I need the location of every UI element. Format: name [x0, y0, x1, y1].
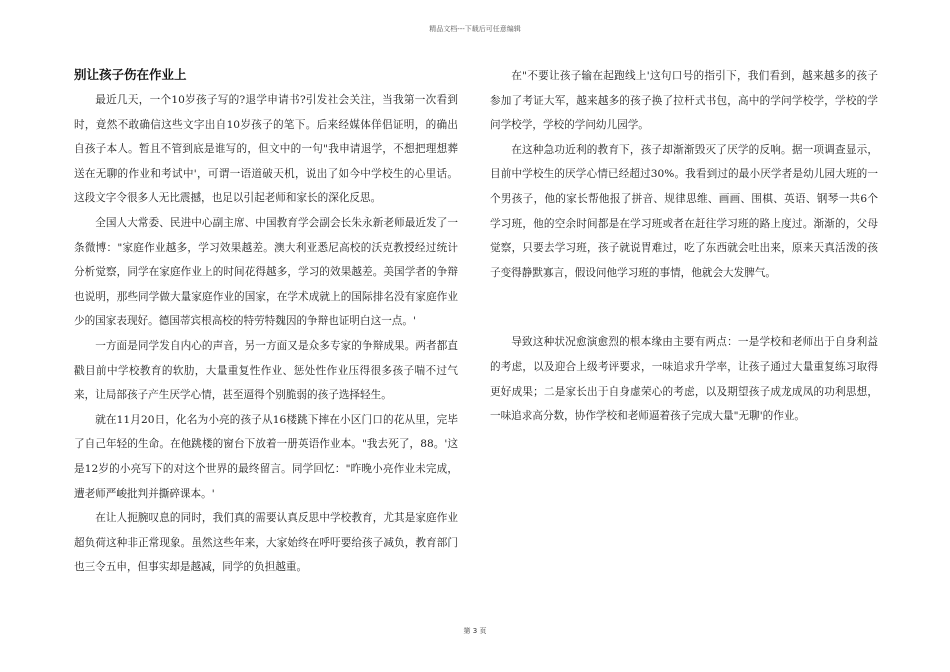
page-header: 精品文档---下载后可任意编辑 — [429, 25, 521, 33]
article-title: 别让孩子伤在作业上 — [74, 67, 187, 82]
paragraph: 在这种急功近利的教育下，孩子却渐渐毁灭了厌学的反响。据一项调查显示，目前中学校生的厌学心情已经超过30%。我看到过的最小厌学者是幼儿园大班的一个男孩子，他的家长帮他报了拼音、规律思维、画画、围棋、英语、钢琴一共6个学习班，他的空余时间都是在学习班或者在赶往学习班的路上度过。渐渐的，父母觉察，只要去学习班，孩子就说胃难过，吃了东西就会吐出来，原来天真活泼的孩子变得静默寡言，假设问他学习班的事情，他就会大发脾气。 — [490, 143, 878, 279]
paragraph: 导致这种状况愈演愈烈的根本缘由主要有两点：一是学校和老师出于自身利益的考虑，以及迎合上级考评要求，一味追求升学率，让孩子通过大量重复练习取得更好成果；二是家长出于自身虚荣心的考虑，以及期望孩子成龙成凤的功利思想，一味追求高分数，协作学校和老师逼着孩子完成大量"无聊'的作业。 — [490, 336, 878, 423]
right-column — [490, 64, 878, 429]
page-number: 第 3 页 — [463, 627, 487, 635]
paragraph: 一方面是同学发自内心的声音，另一方面又是众多专家的争辩成果。两者都直戳目前中学校教育的软肋，大量重复性作业、惩处性作业压得很多孩子喘不过气来，让局部孩子产生厌学心情，甚至逼得个别脆弱的孩子选择轻生。 — [74, 339, 458, 402]
paragraph: 就在11月20日，化名为小亮的孩子从16楼跳下摔在小区门口的花从里，完毕了自己年轻的生命。在他跳楼的窗台下放着一册英语作业本。"我去死了，88。'这是12岁的小亮写下的对这个世界的最终留言。同学回忆："昨晚小亮作业未完成，遭老师严峻批判并撕碎课本。' — [74, 413, 458, 500]
paragraph: 全国人大常委、民进中心副主席、中国教育学会副会长朱永新老师最近发了一条微博："家庭作业越多，学习效果越差。澳大利亚悉尼高校的沃克教授经过统计分析觉察，同学在家庭作业上的时间花得越多，学习的效果越差。美国学者的争辩也说明，那些同学做大量家庭作业的国家，在学术成就上的国际排名没有家庭作业少的国家表现好。德国蒂宾根高校的特劳特魏因的争辩也证明白这一点。' — [74, 216, 458, 328]
paragraph: 在"不要让孩子输在起跑线上'这句口号的指引下，我们看到，越来越多的孩子参加了考证大军，越来越多的孩子换了拉杆式书包，高中的学问学校学，学校的学问学校学，学校的学问幼儿园学。 — [490, 70, 878, 132]
paragraph: 最近几天，一个10岁孩子写的?退学申请书?引发社会关注，当我第一次看到时，竟然不敢确信这些文字出自10岁孩子的笔下。后来经媒体佯侣证明，的确出自孩子本人。暂且不管到底是谁写的，但文中的一句"我申请退学，不想把理想葬送在无聊的作业和考试中'，可谓一语道破天机，说出了如今中学校生的心里话。这段文字令很多人无比震撼，也足以引起老师和家长的深化反思。 — [74, 94, 458, 205]
paragraph: 在让人扼腕叹息的同时，我们真的需要认真反思中学校教育，尤其是家庭作业超负荷这种非正常现象。虽然这些年来，大家始终在呼吁要给孩子减负，教育部门也三令五申，但事实却是越减，同学的负担越重。 — [74, 512, 458, 574]
left-column — [74, 64, 458, 580]
